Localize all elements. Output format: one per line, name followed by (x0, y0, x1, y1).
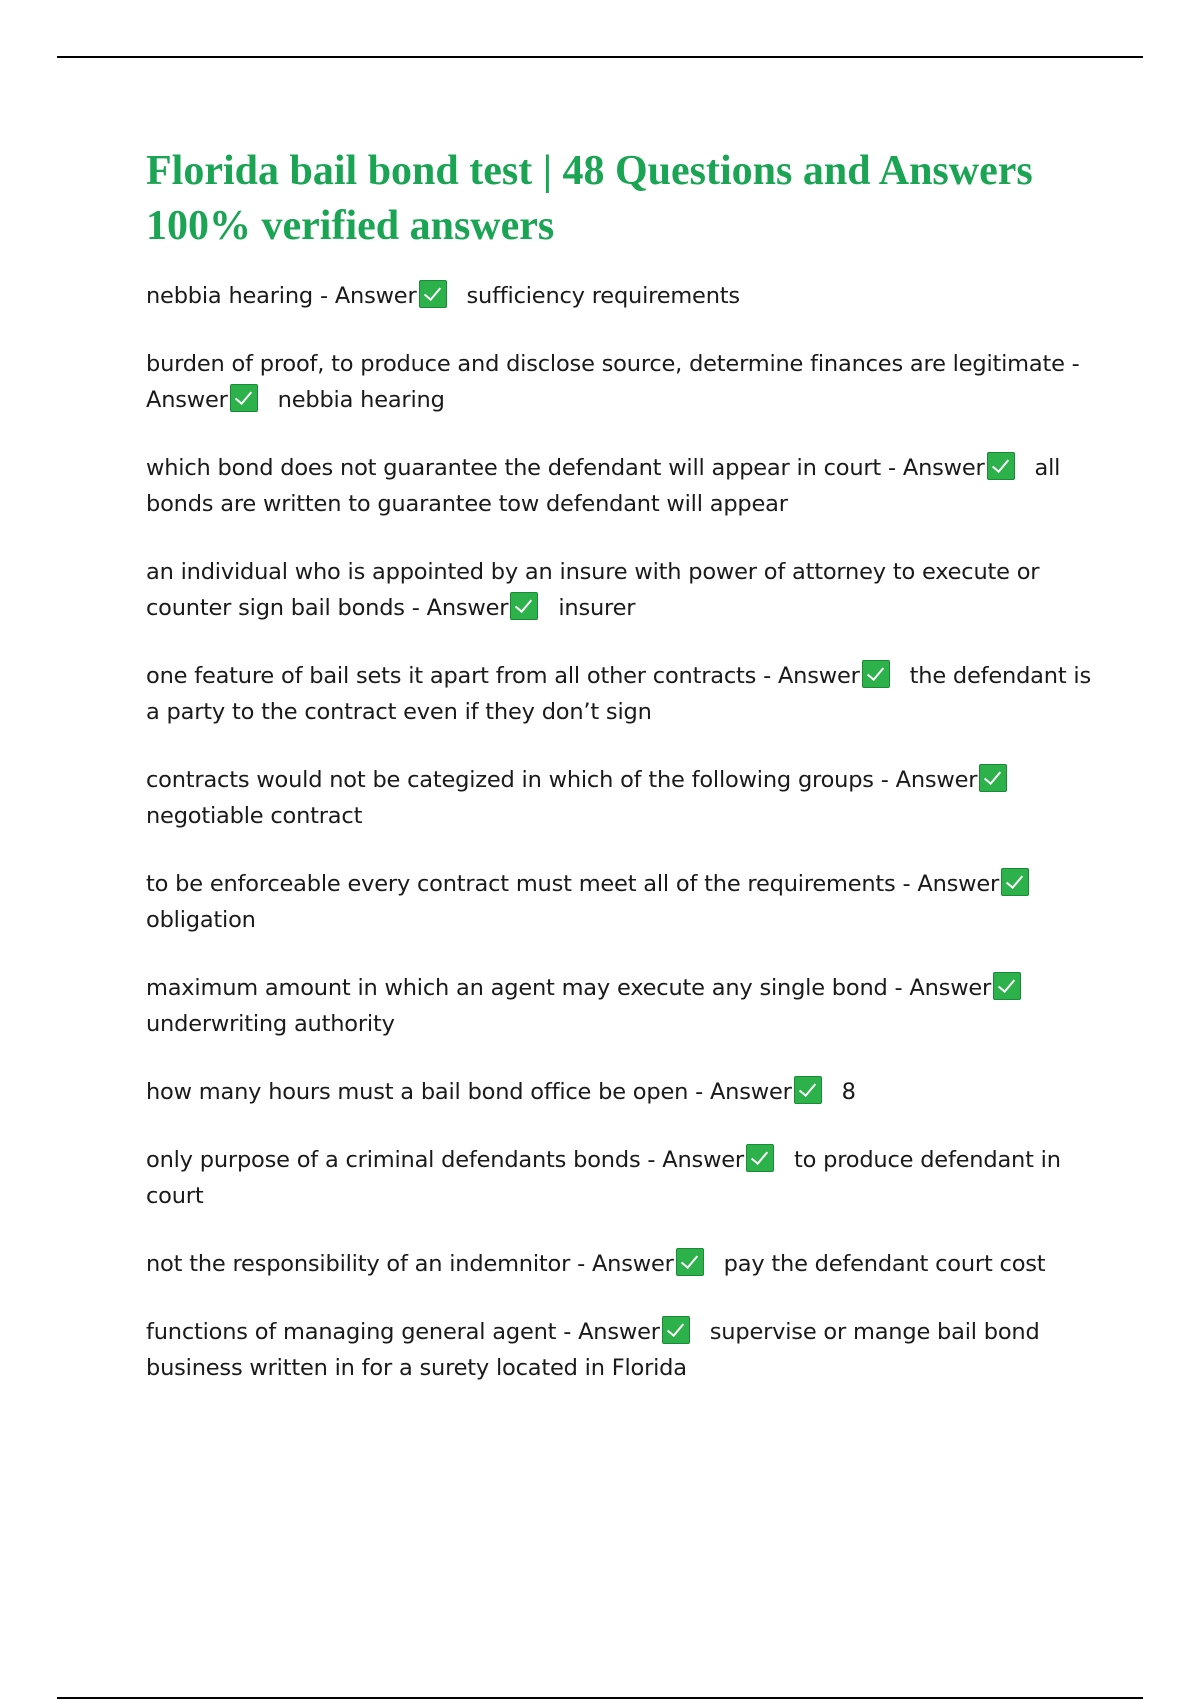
qa-item (146, 450, 1096, 522)
question-text: one feature of bail sets it apart from all other contracts - (146, 663, 778, 689)
answer-text: the defendant is a party to the contract even if they don’t sign (146, 663, 1091, 725)
answer-text: all bonds are written to guarantee tow defendant will appear (146, 455, 1061, 517)
qa-item (146, 762, 1096, 834)
question-text: contracts would not be categized in which of the following groups - (146, 767, 896, 793)
question-text: which bond does not guarantee the defendant will appear in court - (146, 455, 903, 481)
question-text: functions of managing general agent - (146, 1319, 579, 1345)
answer-label: Answer (909, 975, 992, 1001)
qa-item (146, 554, 1096, 626)
checkmark-icon (746, 1144, 774, 1172)
question-text: to be enforceable every contract must meet all of the requirements - (146, 871, 918, 897)
qa-item (146, 278, 1096, 314)
answer-label: Answer (578, 1319, 660, 1345)
answer-text: supervise or mange bail bond business written in for a surety located in Florida (146, 1319, 1040, 1381)
document-body (146, 144, 1096, 1418)
checkmark-icon (794, 1076, 822, 1104)
answer-label: Answer (917, 871, 1000, 897)
answer-label: Answer (777, 663, 860, 689)
answer-text: underwriting authority (146, 1011, 395, 1037)
checkmark-icon (676, 1248, 704, 1276)
answer-label: Answer (895, 767, 978, 793)
qa-item (146, 1314, 1096, 1386)
checkmark-icon (987, 452, 1015, 480)
answer-label: Answer (146, 387, 228, 413)
question-text: nebbia hearing - (146, 283, 335, 309)
checkmark-icon (662, 1316, 690, 1344)
answer-text: 8 (841, 1079, 856, 1105)
bottom-rule (57, 1697, 1143, 1699)
answer-text: pay the defendant court cost (723, 1251, 1046, 1277)
answer-text: obligation (146, 907, 256, 933)
checkmark-icon (979, 764, 1007, 792)
answer-label: Answer (662, 1147, 744, 1173)
qa-item (146, 658, 1096, 730)
qa-item (146, 1142, 1096, 1214)
checkmark-icon (993, 972, 1021, 1000)
qa-item (146, 346, 1096, 418)
answer-text: negotiable contract (146, 803, 363, 829)
answer-label: Answer (591, 1251, 674, 1277)
answer-label: Answer (709, 1079, 792, 1105)
qa-item (146, 1246, 1096, 1282)
question-text: an individual who is appointed by an insure with power of attorney to execute or counter sign bail bonds - (146, 559, 1040, 621)
question-text: only purpose of a criminal defendants bonds - (146, 1147, 663, 1173)
qa-item (146, 1074, 1096, 1110)
checkmark-icon (1001, 868, 1029, 896)
answer-text: sufficiency requirements (466, 283, 740, 309)
answer-text: nebbia hearing (277, 387, 445, 413)
answer-label: Answer (426, 595, 509, 621)
answer-label: Answer (902, 455, 985, 481)
answer-label: Answer (334, 283, 417, 309)
question-text: how many hours must a bail bond office be open - (146, 1079, 710, 1105)
document-title: Florida bail bond test | 48 Questions and Answers 100% verified answers (146, 148, 1033, 249)
qa-item (146, 970, 1096, 1042)
checkmark-icon (862, 660, 890, 688)
checkmark-icon (230, 384, 258, 412)
qa-item (146, 866, 1096, 938)
question-text: maximum amount in which an agent may execute any single bond - (146, 975, 910, 1001)
checkmark-icon (510, 592, 538, 620)
checkmark-icon (419, 280, 447, 308)
question-text: burden of proof, to produce and disclose source, determine finances are legitimate - (146, 351, 1080, 377)
question-text: not the responsibility of an indemnitor - (146, 1251, 592, 1277)
top-rule (57, 56, 1143, 58)
answer-text: to produce defendant in court (146, 1147, 1061, 1209)
answer-text: insurer (558, 595, 636, 621)
